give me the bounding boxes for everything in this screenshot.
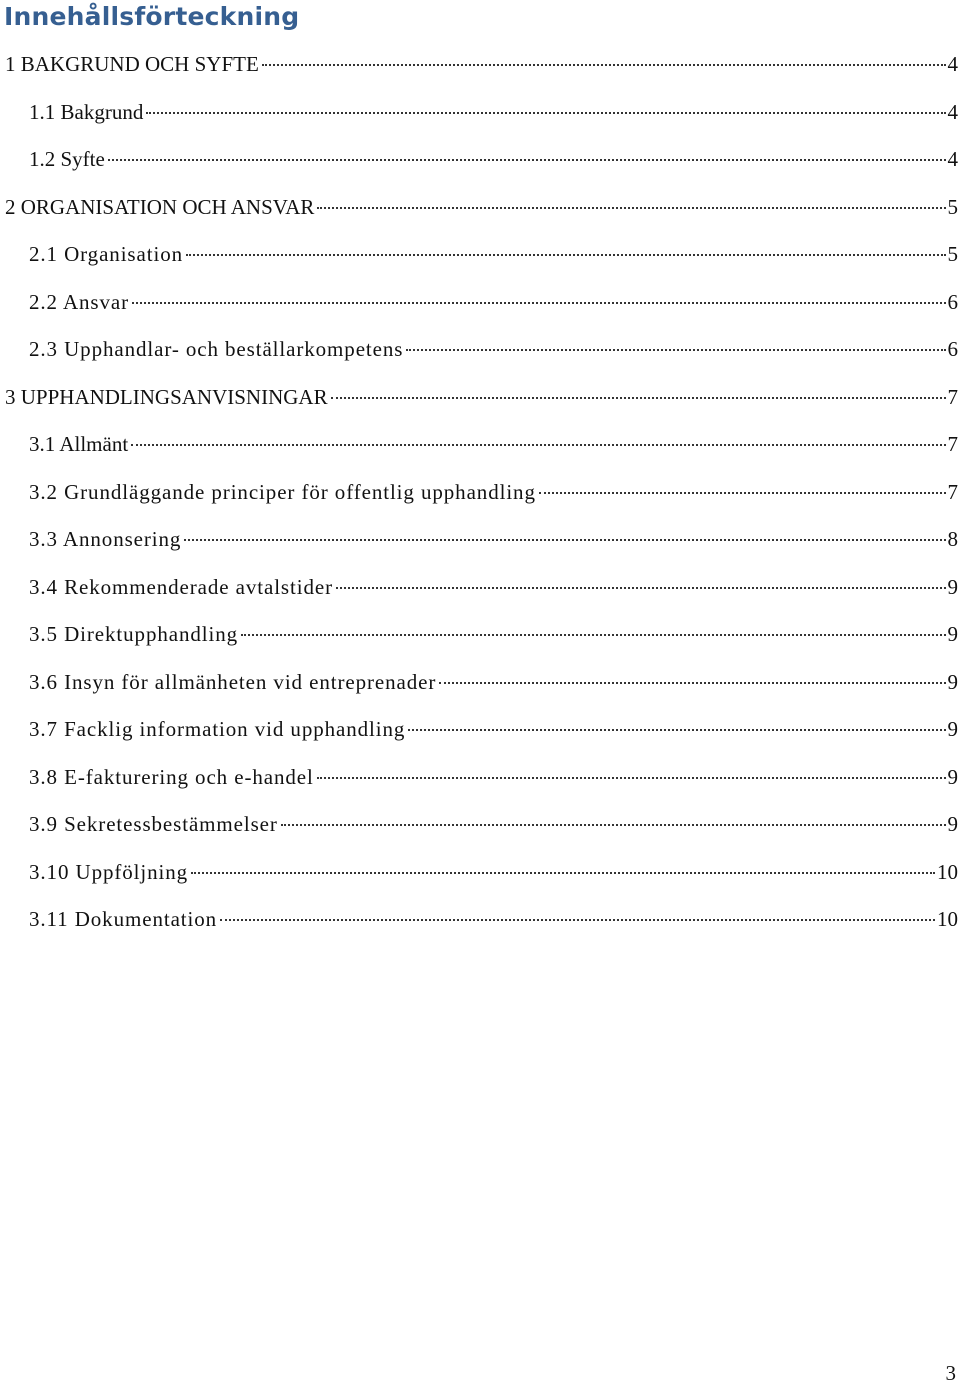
toc-entry-1-2[interactable]	[0, 140, 960, 188]
toc-entry-title: 3.5 Direktupphandling	[29, 622, 239, 646]
toc-entry-title: 3 UPPHANDLINGSANVISNINGAR	[5, 384, 328, 409]
toc-entry-page: 9	[947, 812, 958, 836]
dot-leader	[317, 762, 946, 784]
toc-entry-title: 3.2 Grundläggande principer för offentlig upphandling	[29, 479, 536, 504]
toc-entry-title: 2.1 Organisation	[29, 242, 183, 266]
toc-entry-title: 3.10 Uppföljning	[29, 859, 189, 884]
toc-entry-1[interactable]	[0, 45, 960, 93]
toc-entry-2-3[interactable]	[0, 330, 960, 378]
dot-leader	[439, 667, 945, 689]
dot-leader	[132, 287, 946, 309]
dot-leader	[131, 429, 945, 451]
toc-entry-title: 2 ORGANISATION OCH ANSVAR	[5, 194, 315, 219]
toc-entry-page: 9	[947, 764, 958, 789]
toc-entry-page: 9	[947, 717, 958, 741]
dot-leader	[184, 524, 945, 546]
toc-entry-title: 3.4 Rekommenderade avtalstider	[29, 574, 333, 599]
dot-leader	[191, 857, 935, 879]
toc-entry-page: 7	[947, 384, 958, 409]
toc-entry-3-10[interactable]	[0, 853, 960, 901]
toc-entry-title: 3.8 E-fakturering och e-handel	[29, 764, 314, 789]
toc-entry-page: 4	[947, 52, 958, 76]
toc-entry-page: 6	[947, 337, 958, 361]
dot-leader	[331, 382, 946, 404]
dot-leader	[108, 144, 946, 166]
toc-entry-title: 3.6 Insyn för allmänheten vid entreprenader	[29, 669, 437, 694]
table-of-contents	[0, 45, 960, 948]
toc-entry-title: 2.2 Ansvar	[29, 289, 129, 314]
toc-entry-3-8[interactable]	[0, 758, 960, 806]
toc-entry-3-5[interactable]	[0, 615, 960, 663]
toc-entry-page: 9	[947, 669, 958, 694]
dot-leader	[406, 334, 945, 356]
toc-heading: Innehållsförteckning	[4, 2, 300, 31]
toc-entry-3-11[interactable]	[0, 900, 960, 948]
dot-leader	[220, 904, 935, 926]
dot-leader	[262, 49, 946, 71]
dot-leader	[241, 619, 945, 641]
toc-entry-2-2[interactable]	[0, 283, 960, 331]
toc-entry-page: 5	[947, 194, 958, 219]
toc-entry-page: 4	[947, 99, 958, 124]
toc-entry-2-1[interactable]	[0, 235, 960, 283]
toc-entry-3-6[interactable]	[0, 663, 960, 711]
toc-entry-page: 10	[937, 907, 958, 931]
dot-leader	[317, 192, 945, 214]
toc-entry-title: 3.7 Facklig information vid upphandling	[29, 717, 406, 741]
dot-leader	[146, 97, 945, 119]
page-number: 3	[945, 1361, 956, 1385]
toc-entry-3-1[interactable]	[0, 425, 960, 473]
toc-entry-title: 1.2 Syfte	[29, 147, 105, 171]
dot-leader	[408, 714, 945, 736]
toc-entry-page: 7	[947, 479, 958, 504]
toc-entry-page: 8	[947, 527, 958, 551]
toc-entry-title: 1 BAKGRUND OCH SYFTE	[5, 52, 259, 76]
dot-leader	[336, 572, 946, 594]
toc-entry-title: 3.9 Sekretessbestämmelser	[29, 812, 278, 836]
toc-entry-3-4[interactable]	[0, 568, 960, 616]
toc-entry-2[interactable]	[0, 188, 960, 236]
dot-leader	[186, 239, 946, 261]
toc-entry-page: 4	[947, 147, 958, 171]
toc-entry-page: 9	[947, 622, 958, 646]
dot-leader	[539, 477, 946, 499]
toc-entry-3-9[interactable]	[0, 805, 960, 853]
toc-entry-title: 2.3 Upphandlar- och beställarkompetens	[29, 337, 404, 361]
dot-leader	[281, 809, 946, 831]
toc-entry-page: 6	[947, 289, 958, 314]
toc-entry-3-2[interactable]	[0, 473, 960, 521]
toc-entry-3[interactable]	[0, 378, 960, 426]
toc-entry-3-3[interactable]	[0, 520, 960, 568]
toc-entry-page: 7	[947, 432, 958, 456]
toc-entry-page: 10	[937, 859, 958, 884]
toc-entry-title: 3.11 Dokumentation	[29, 907, 218, 931]
toc-entry-title: 3.1 Allmänt	[29, 432, 129, 456]
toc-entry-title: 1.1 Bakgrund	[29, 99, 144, 124]
toc-entry-3-7[interactable]	[0, 710, 960, 758]
toc-entry-1-1[interactable]	[0, 93, 960, 141]
toc-entry-page: 9	[947, 574, 958, 599]
toc-entry-title: 3.3 Annonsering	[29, 527, 182, 551]
toc-entry-page: 5	[947, 242, 958, 266]
